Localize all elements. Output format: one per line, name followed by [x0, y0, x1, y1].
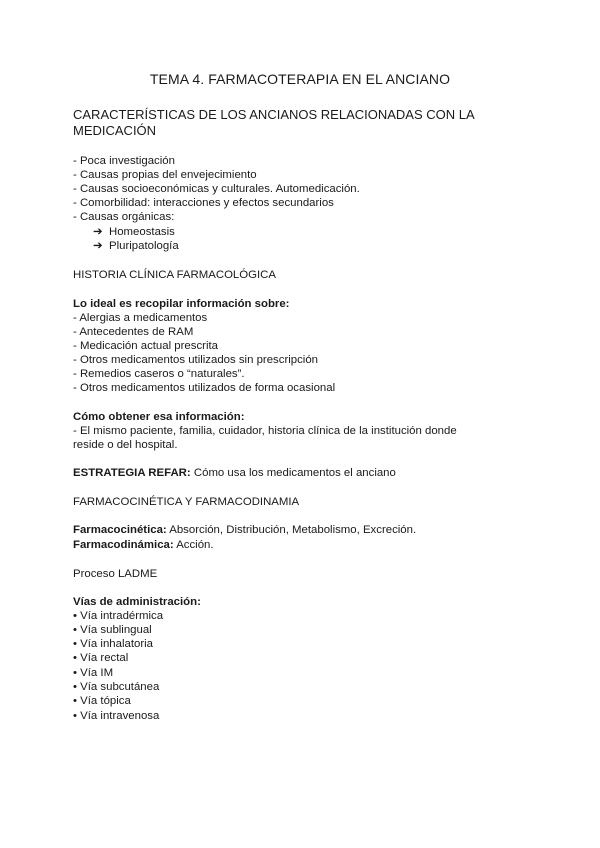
- pd-text: Acción.: [173, 539, 214, 551]
- sub-list-item: ➔ Homeostasis: [93, 226, 175, 238]
- list-item: • Vía IM: [73, 667, 114, 679]
- definition-line: [73, 538, 214, 552]
- list-item: - Otros medicamentos utilizados de forma ocasional: [73, 382, 336, 394]
- sub-list-item: ➔ Pluripatología: [93, 240, 179, 252]
- definition-line: [73, 523, 416, 537]
- list-item: - Causas socioeconómicas y culturales. Automedicación.: [73, 183, 360, 195]
- arrow-icon: ➔: [93, 240, 103, 252]
- arrow-icon: ➔: [93, 226, 103, 238]
- subheading: Vías de administración:: [73, 596, 201, 608]
- list-item: - Otros medicamentos utilizados sin prescripción: [73, 354, 318, 366]
- section-heading: HISTORIA CLÍNICA FARMACOLÓGICA: [73, 269, 276, 281]
- list-item: • Vía inhalatoria: [73, 638, 153, 650]
- paragraph-line: Proceso LADME: [73, 568, 158, 580]
- list-item: - Antecedentes de RAM: [73, 326, 194, 338]
- list-item: • Vía sublingual: [73, 624, 152, 636]
- list-item: • Vía intravenosa: [73, 710, 160, 722]
- list-item: - Alergias a medicamentos: [73, 312, 208, 324]
- pk-text: Absorción, Distribución, Metabolismo, Excreción.: [166, 524, 417, 536]
- paragraph-line: reside o del hospital.: [73, 439, 178, 451]
- list-item: - Remedios caseros o “naturales”.: [73, 368, 245, 380]
- section-heading: CARACTERÍSTICAS DE LOS ANCIANOS RELACIONADAS CON LA: [73, 107, 475, 122]
- section-heading: FARMACOCINÉTICA Y FARMACODINAMIA: [73, 496, 300, 508]
- list-item: • Vía intradérmica: [73, 610, 164, 622]
- list-item: • Vía rectal: [73, 652, 129, 664]
- subheading: Cómo obtener esa información:: [73, 411, 245, 423]
- page-title: TEMA 4. FARMACOTERAPIA EN EL ANCIANO: [149, 71, 451, 87]
- strategy-text: Cómo usa los medicamentos el anciano: [190, 467, 396, 479]
- list-item: • Vía tópica: [73, 695, 131, 707]
- strategy-label: ESTRATEGIA REFAR:: [73, 467, 191, 479]
- strategy-line: [73, 466, 396, 480]
- list-item: - Comorbilidad: interacciones y efectos secundarios: [73, 197, 334, 209]
- list-item: - Poca investigación: [73, 155, 175, 167]
- pk-label: Farmacocinética:: [73, 524, 167, 536]
- pd-label: Farmacodinámica:: [73, 539, 174, 551]
- list-item: • Vía subcutánea: [73, 681, 160, 693]
- section-heading-cont: MEDICACIÓN: [73, 123, 157, 138]
- subheading: Lo ideal es recopilar información sobre:: [73, 298, 290, 310]
- list-item: - Medicación actual prescrita: [73, 340, 218, 352]
- paragraph-line: - El mismo paciente, familia, cuidador, historia clínica de la institución donde: [73, 425, 457, 437]
- list-item: - Causas propias del envejecimiento: [73, 169, 257, 181]
- list-item: - Causas orgánicas:: [73, 211, 175, 223]
